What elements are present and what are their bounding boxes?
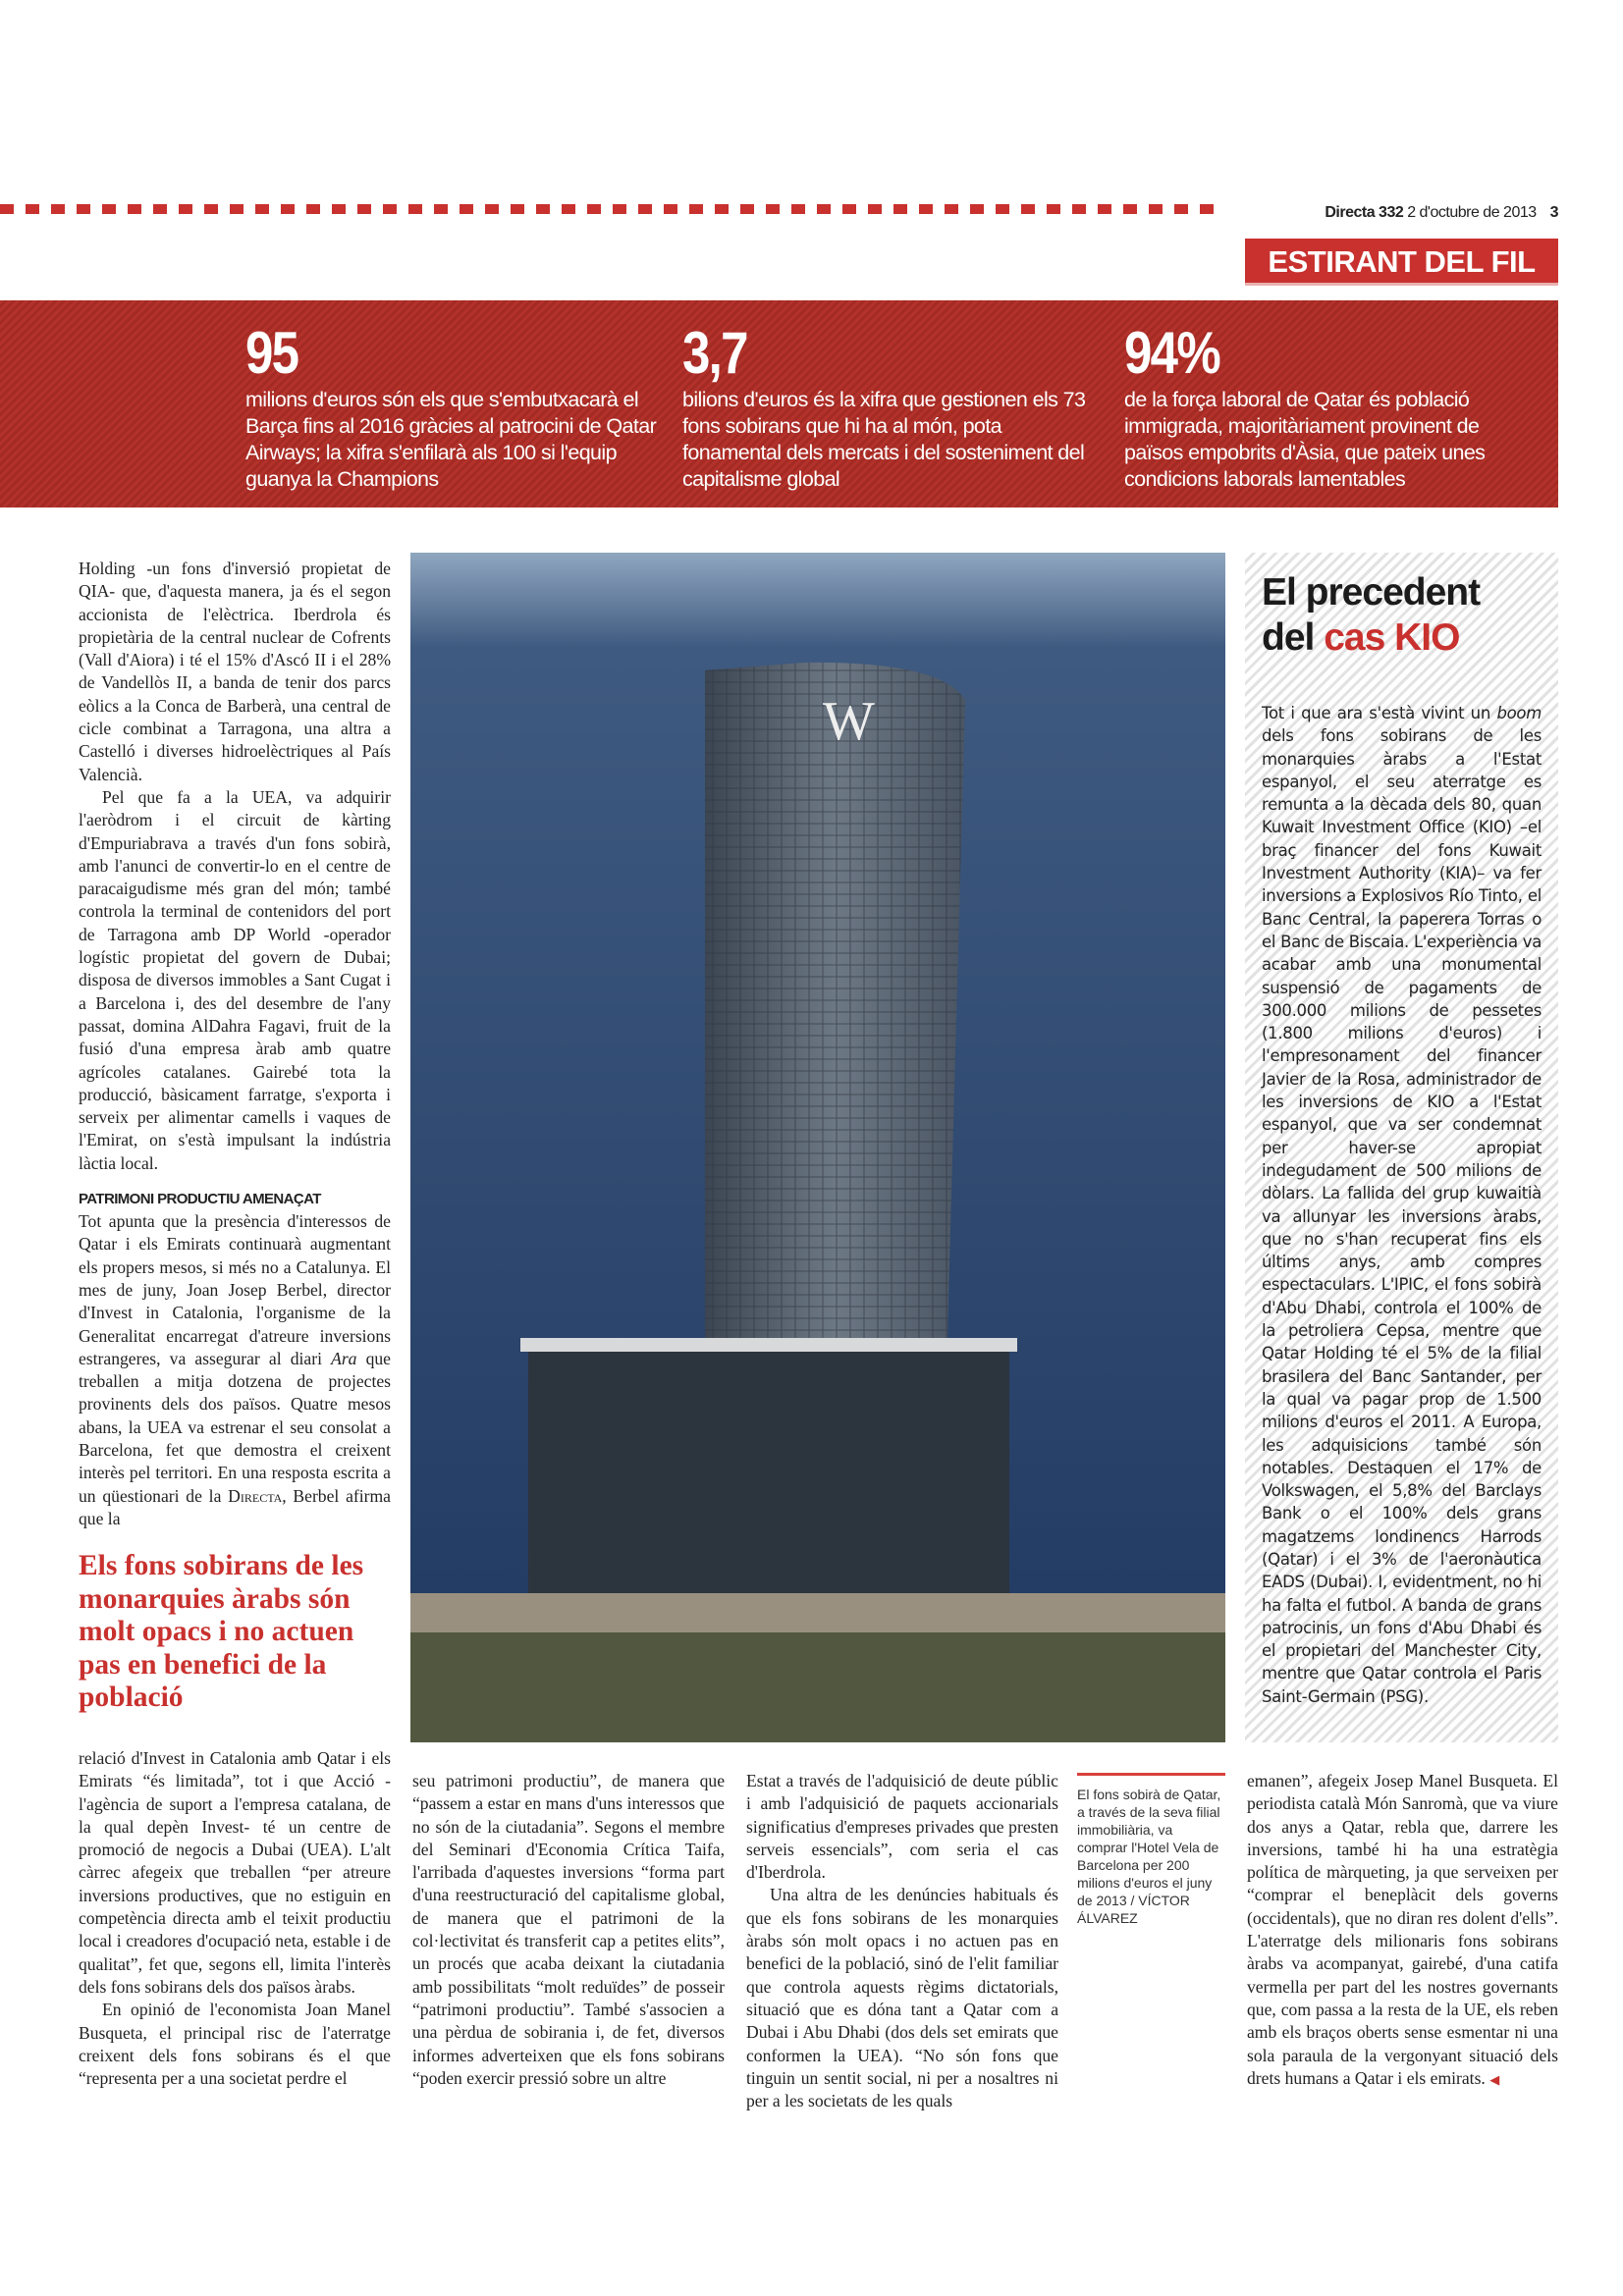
text-run: boom [1496,704,1542,722]
hotel-vela-photo [410,553,1225,1742]
publication-name: Directa 332 [1325,204,1404,221]
paragraph: Una altra de les denúncies habituals és que els fons sobirans de les monarquies àrabs són molt opacs i no actuen pas en benefici de la població, sinó de l'elit familiar que controla aquests règims dictatorials, situació que es dóna tant a Qatar com a Dubai i Abu Dhabi (dos dels set emirats que conformen la UEA). “No són fons que tinguin un sentit social, ni per a nosaltres ni per a les societats de les quals [746,1885,1058,2111]
article-column-1 [79,558,391,1715]
paragraph [1247,1770,1558,2091]
title-line: El precedent [1262,571,1481,614]
text-run: dels fons sobirans de les monarquies àrabs a l'Estat espanyol, el seu aterratge es remunta a la dècada dels 80, quan Kuwait Investment Office (KIO) –el braç financer del fons Kuwait Investment Authority (KIA)– va fer inversions a Explosivos Río Tinto, el Banc Central, la paperera Torras o el Banc de Biscaia. L'experiència va acabar amb una monumental suspensió de pagaments de 300.000 milions de pessetes (1.800 milions d'euros) i l'empresonament del financer Javier de la Rosa, administrador de les inversions de KIO a l'Estat espanyol, que va ser condemnat per haver-se apropiat indegudament de 500 milions de dòlars. La fallida del grup kuwaitià va allunyar les inversions àrabs, que no s'han recuperat fins els últims anys, amb compres espectaculars. L'IPIC, el fons sobirà d'Abu Dhabi, controla el 100% de la petroliera Cepsa, mentre que Qatar Holding té el 5% de la filial brasilera del Banc Santander, per la qual va pagar prop de 1.500 milions d'euros el 2011. A Europa, les adquisicions també són notables. Destaquen el 17% de Volkswagen, el 5,8% del Barclays Bank o el 100% dels grans magatzems londinencs Harrods (Qatar) i el 3% de l'aeronàutica EADS (Dubai). I, evidentment, no hi ha falta el futbol. A banda de grans patrocinis, un fons d'Abu Dhabi és el propietari del Manchester City, mentre que Qatar controla el Paris Saint-Germain (PSG). [1262,726,1542,1706]
photo-illustration [410,553,1225,1742]
page-number: 3 [1549,204,1558,221]
text-run: , Berbel afirma que la [79,1485,391,1528]
article-column-b2 [412,1770,725,2090]
article-column-b1 [79,1747,391,2090]
paragraph: Pel que fa a la UEA, va adquirir l'aeròdrom i el circuit de kàrting d'Empuriabrava a través d'un fons sobirà, amb l'anunci de convertir-lo en el centre de paracaigudisme més gran del món; també controla la terminal de contenidors del port de Tarragona amb DP World -operador logístic propietat del govern de Dubai; disposa de diversos immobles a Sant Cugat i a Barcelona i, des del desembre de l'any passat, domina AlDahra Fagavi, fruit de la fusió d'una empresa àrab amb quatre agrícoles catalanes. Gairebé tota la producció, bàsicament farratge, s'exporta i serveix per alimentar camells i vaques de l'Emirat, on s'està impulsant la indústria làctia local. [79,786,391,1173]
text-run: que treballen a mitja dotzena de projectes provinents dels dos països. Quatre mesos abans, la UEA va estrenar el seu consolat a Barcelona, fet que demostra el creixent interès pel territori. En una resposta escrita a un qüestionari de la [79,1348,391,1506]
decorative-dashed-rule [0,204,1225,214]
text-run: Tot apunta que la presència d'interessos de Qatar i els Emirats continuarà augmentant els propers mesos, si més no a Catalunya. El mes de juny, Joan Josep Berbel, director d'Invest in Catalonia, l'organisme de la Generalitat encarregat d'atreure inversions estrangeres, va assegurar al diari [79,1211,391,1368]
stat-text: milions d'euros són els que s'embutxacarà el Barça fins al 2016 gràcies al patrocini de Qatar Airways; la xifra s'enfilarà als 100 si l'equip guanya la Champions [245,388,657,491]
sidebar-body [1262,702,1542,1708]
section-label: ESTIRANT DEL FIL [1245,239,1558,286]
paragraph: Estat a través de l'adquisició de deute públic i amb l'adquisició de paquets accionarials significatius d'empreses privades que presten serveis essencials”, com seria el cas d'Iberdrola. [746,1771,1058,1883]
paragraph: Holding -un fons d'inversió propietat de QIA- que, d'aquesta manera, ja és el segon accionista de l'elèctrica. Iberdrola és propietària de la central nuclear de Cofrents (Vall d'Aiora) i té el 15% d'Ascó II i el 28% de Vandellòs II, a banda de tenir dos parcs eòlics a la Conca de Barberà, una central de cicle combinat a Tarragona, una altra a Castelló i diverses hidroelèctriques al País Valencià. [79,559,391,784]
paragraph: seu patrimoni productiu”, de manera que “passem a estar en mans d'uns interessos que no són de la ciutadania”. Segons el membre del Seminari d'Economia Crítica Taifa, l'arribada d'aquestes inversions “forma part d'una reestructuració del capitalisme global, de manera que el patrimoni de la col·lectivitat és transferit cap a petites elits”, un procés que acaba deixant la ciutadania amb possibilitats “molt reduïdes” de posseir “patrimoni productiu”. També s'associen a una pèrdua de sobirania i, de fet, diversos informes adverteixen que els fons sobirans “poden exercir pressió sobre un altre [412,1771,725,2088]
title-line: del [1262,616,1325,659]
stat-block [682,320,1095,493]
publication-mention: Directa [228,1485,283,1506]
stat-block [245,320,668,493]
title-highlight: cas KIO [1324,616,1460,659]
text-run: emanen”, afegeix Josep Manel Busqueta. El periodista català Món Sanromà, que va viure dos anys a Qatar, rebla que, darrere les inversions, també hi ha una estratègia política de màrqueting, ja que serveixen per “comprar el beneplàcit dels governs (occidentals), que no diran res dolent d'ells”. L'aterratge dels milionaris fons sobirans àrabs va acompanyat, gairebé, d'una catifa vermella per part del les nostres governants que, com passa a la resta de la UE, els reben amb els braços oberts sense esmentar ni una sola paraula de la vergonyant situació dels drets humans a Qatar i els emirats. [1247,1771,1558,2088]
photo-caption: El fons sobirà de Qatar, a través de la seva filial immobiliària, va comprar l'Hotel Vela de Barcelona per 200 milions d'euros el juny de 2013 / VÍCTOR ÁLVAREZ [1077,1773,1225,1927]
stat-number: 94% [1124,320,1219,386]
stat-text: bilions d'euros és la xifra que gestionen els 73 fons sobirans que hi ha al món, pota fonamental dels mercats i del sosteniment del capitalisme global [682,388,1086,491]
subheading: PATRIMONI PRODUCTIU AMENAÇAT [79,1191,321,1208]
article-column-b3 [746,1770,1058,2112]
stats-banner [0,300,1558,507]
paragraph: relació d'Invest in Catalonia amb Qatar i els Emirats “és limitada”, tot i que Acció -l'agència de suport a l'empresa catalana, de la qual depèn Invest- té un centre de promoció de negocis a Dubai (UEA). L'alt càrrec afegeix que treballen “per atreure inversions productives, que no estiguin en competència directa amb el teixit productiu local i creadores d'ocupació neta, estable i de qualitat”, fet que, segons ell, limita l'interès dels fons sobirans dels dos països àrabs. [79,1748,391,1997]
sidebar-title [1262,570,1542,661]
stat-block [1124,320,1542,493]
issue-date: 2 d'octubre de 2013 [1407,204,1537,221]
stat-number: 95 [245,320,298,386]
hotel-logo: W [823,691,875,752]
article-column-b4 [1247,1770,1558,2091]
newspaper-name: Ara [331,1348,357,1368]
pull-quote: Els fons sobirans de les monarquies àrabs són molt opacs i no actuen pas en benefici de la població [79,1550,364,1714]
text-run: Tot i que ara s'està vivint un [1262,704,1497,722]
stat-text: de la força laboral de Qatar és població immigrada, majoritàriament provinent de països empobrits d'Àsia, que pateix unes condicions laborals lamentables [1124,388,1486,491]
page-folio [1276,204,1558,222]
stat-number: 3,7 [682,320,747,386]
paragraph: En opinió de l'economista Joan Manel Busqueta, el principal risc de l'aterratge creixent dels fons sobirans és el que “representa per a una societat perdre el [79,2000,391,2089]
paragraph [79,1210,391,1530]
end-mark-icon: ◀ [1489,2071,1500,2087]
sidebar-box [1245,553,1558,1742]
